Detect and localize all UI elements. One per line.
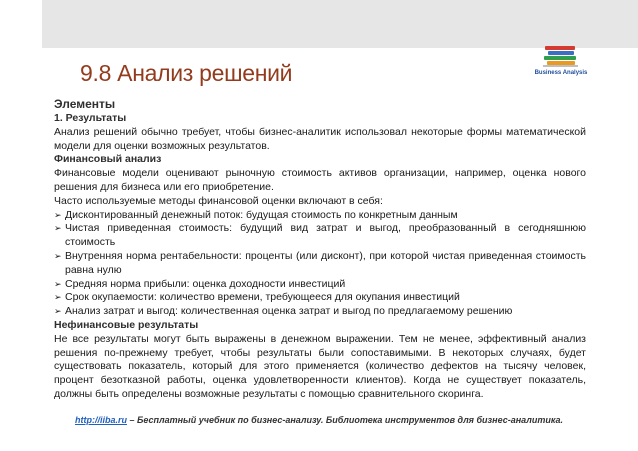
content-body (54, 97, 586, 402)
arrow-bullet-icon: ➢ (54, 306, 62, 317)
list-item (54, 250, 586, 278)
list-item-text: Средняя норма прибыли: оценка доходности инвестиций (65, 277, 346, 290)
footer-text: – Бесплатный учебник по бизнес-анализу. Библиотека инструментов для бизнес-аналитика. (126, 415, 564, 425)
list-item-text: Внутренняя норма рентабельности: проценты (или дисконт), при которой чистая приведенная стоимость равна нулю (65, 249, 586, 276)
list-item-text: Анализ затрат и выгод: количественная оценка затрат и выгод по предлагаемому решению (65, 305, 513, 318)
list-item (54, 209, 586, 223)
page-title: 9.8 Анализ решений (80, 60, 293, 86)
footer (0, 415, 638, 425)
arrow-bullet-icon: ➢ (54, 209, 62, 220)
books-icon (528, 44, 594, 76)
nonfinancial-paragraph: Не все результаты могут быть выражены в денежном выражении. Тем не менее, эффективный анализ решения по-прежнему требует, чтобы результаты были сопоставимыми. В некоторых случаях, будет существовать показатель, который для этого применяется (количество дефектов на тысячу человек, процент безотказной работы, оценка удовлетворенности клиентов). Когда не существует показатель, должны быть определены возможные результаты с помощью сравнительного скоринга. (54, 332, 586, 400)
financial-paragraph: Финансовые модели оценивают рыночную стоимость активов организации, например, оценка нового решения для бизнеса или его приобретение. (54, 167, 586, 193)
arrow-bullet-icon: ➢ (54, 292, 62, 303)
list-item (54, 222, 586, 250)
methods-intro: Часто используемые методы финансовой оценки включают в себя: (54, 194, 383, 207)
intro-paragraph: Анализ решений обычно требует, чтобы бизнес-аналитик использовал некоторые формы математической модели для оценки возможных результатов. (54, 125, 586, 152)
subsection-title: 1. Результаты (54, 112, 127, 124)
list-item (54, 278, 586, 292)
list-item-text: Срок окупаемости: количество времени, требующееся для окупания инвестиций (65, 291, 460, 304)
footer-link[interactable]: http://iiba.ru (74, 415, 127, 425)
list-item-text: Чистая приведенная стоимость: будущий вид затрат и выгод, преобразованный в сегодняшнюю стоимость (65, 222, 586, 249)
arrow-bullet-icon: ➢ (54, 278, 62, 289)
section-title: Элементы (54, 97, 116, 111)
list-item (54, 305, 586, 319)
list-item (54, 291, 586, 305)
top-bar (42, 0, 638, 48)
business-analysis-logo (528, 44, 594, 76)
logo-text: Business Analysis (534, 70, 588, 76)
nonfinancial-heading: Нефинансовые результаты (54, 318, 199, 331)
arrow-bullet-icon: ➢ (54, 250, 62, 261)
list-item-text: Дисконтированный денежный поток: будущая стоимость по конкретным данным (65, 208, 458, 221)
financial-heading: Финансовый анализ (54, 153, 162, 166)
arrow-bullet-icon: ➢ (54, 223, 62, 234)
